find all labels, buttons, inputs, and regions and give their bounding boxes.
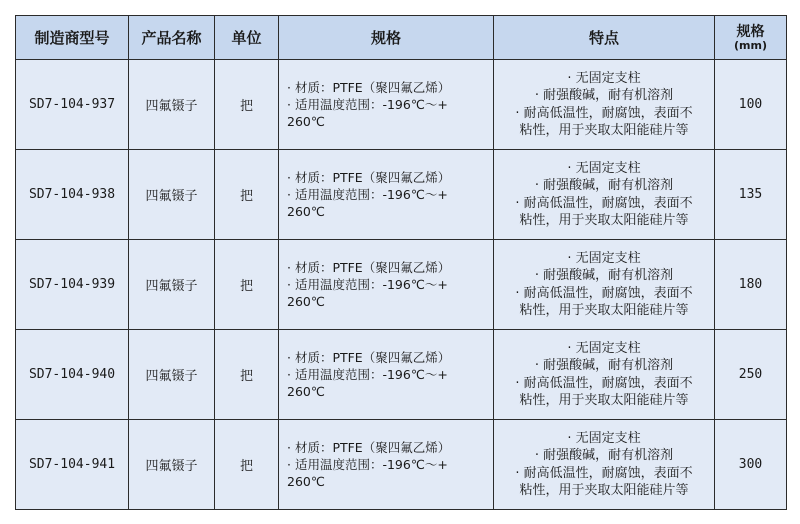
header-features: 特点 <box>494 16 715 60</box>
table-row <box>16 330 787 420</box>
cell-model: SD7-104-937 <box>16 60 129 150</box>
header-spec: 规格 <box>279 16 494 60</box>
table-row <box>16 150 787 240</box>
spec-material: · 材质：PTFE（聚四氟乙烯） <box>287 80 451 95</box>
spec-material: · 材质：PTFE（聚四氟乙烯） <box>287 350 451 365</box>
spec-material: · 材质：PTFE（聚四氟乙烯） <box>287 260 451 275</box>
spec-temperature-cont: 260℃ <box>287 474 325 489</box>
cell-spec <box>279 330 494 420</box>
spec-temperature-cont: 260℃ <box>287 204 325 219</box>
cell-spec <box>279 240 494 330</box>
cell-unit: 把 <box>215 60 279 150</box>
feature-line: 粘性，用于夹取太阳能硅片等 <box>519 393 689 408</box>
cell-size: 135 <box>715 150 787 240</box>
header-model: 制造商型号 <box>16 16 129 60</box>
feature-line: · 耐强酸碱，耐有机溶剂 <box>534 268 674 283</box>
header-size <box>715 16 787 60</box>
cell-model: SD7-104-939 <box>16 240 129 330</box>
feature-line: · 无固定支柱 <box>567 70 641 86</box>
feature-line: · 耐高低温性，耐腐蚀，表面不 <box>515 105 693 121</box>
feature-line: · 耐强酸碱，耐有机溶剂 <box>534 358 674 373</box>
product-table <box>15 15 787 510</box>
cell-features <box>494 60 715 150</box>
feature-line: · 耐强酸碱，耐有机溶剂 <box>534 178 674 193</box>
spec-temperature: · 适用温度范围：-196℃～+ <box>287 97 448 112</box>
spec-temperature: · 适用温度范围：-196℃～+ <box>287 457 448 472</box>
table-row <box>16 60 787 150</box>
feature-line: · 耐高低温性，耐腐蚀，表面不 <box>515 465 693 481</box>
feature-line: 粘性，用于夹取太阳能硅片等 <box>519 123 689 138</box>
feature-line: 粘性，用于夹取太阳能硅片等 <box>519 303 689 318</box>
cell-spec <box>279 150 494 240</box>
cell-product-name: 四氟镊子 <box>129 240 215 330</box>
cell-features <box>494 330 715 420</box>
cell-product-name: 四氟镊子 <box>129 150 215 240</box>
cell-model: SD7-104-941 <box>16 420 129 510</box>
cell-unit: 把 <box>215 240 279 330</box>
spec-temperature-cont: 260℃ <box>287 114 325 129</box>
header-size-unit: (mm) <box>734 38 767 52</box>
feature-line: · 无固定支柱 <box>567 430 641 446</box>
spec-temperature: · 适用温度范围：-196℃～+ <box>287 367 448 382</box>
feature-line: · 耐强酸碱，耐有机溶剂 <box>534 448 674 463</box>
cell-size: 100 <box>715 60 787 150</box>
spec-temperature-cont: 260℃ <box>287 294 325 309</box>
cell-spec <box>279 420 494 510</box>
feature-line: · 耐高低温性，耐腐蚀，表面不 <box>515 285 693 301</box>
cell-product-name: 四氟镊子 <box>129 330 215 420</box>
spec-material: · 材质：PTFE（聚四氟乙烯） <box>287 170 451 185</box>
spec-temperature-cont: 260℃ <box>287 384 325 399</box>
spec-temperature: · 适用温度范围：-196℃～+ <box>287 187 448 202</box>
spec-material: · 材质：PTFE（聚四氟乙烯） <box>287 440 451 455</box>
header-unit: 单位 <box>215 16 279 60</box>
cell-unit: 把 <box>215 150 279 240</box>
cell-model: SD7-104-938 <box>16 150 129 240</box>
feature-line: · 耐高低温性，耐腐蚀，表面不 <box>515 195 693 211</box>
cell-features <box>494 240 715 330</box>
header-product-name: 产品名称 <box>129 16 215 60</box>
table-row <box>16 420 787 510</box>
cell-product-name: 四氟镊子 <box>129 420 215 510</box>
feature-line: · 无固定支柱 <box>567 250 641 266</box>
cell-size: 300 <box>715 420 787 510</box>
cell-model: SD7-104-940 <box>16 330 129 420</box>
cell-features <box>494 420 715 510</box>
cell-size: 180 <box>715 240 787 330</box>
cell-unit: 把 <box>215 330 279 420</box>
feature-line: · 耐高低温性，耐腐蚀，表面不 <box>515 375 693 391</box>
feature-line: · 无固定支柱 <box>567 160 641 176</box>
cell-spec <box>279 60 494 150</box>
header-row <box>16 16 787 60</box>
spec-temperature: · 适用温度范围：-196℃～+ <box>287 277 448 292</box>
feature-line: · 无固定支柱 <box>567 340 641 356</box>
header-size-label: 规格 <box>736 23 765 40</box>
cell-product-name: 四氟镊子 <box>129 60 215 150</box>
cell-unit: 把 <box>215 420 279 510</box>
cell-features <box>494 150 715 240</box>
table-row <box>16 240 787 330</box>
feature-line: 粘性，用于夹取太阳能硅片等 <box>519 213 689 228</box>
cell-size: 250 <box>715 330 787 420</box>
feature-line: 粘性，用于夹取太阳能硅片等 <box>519 483 689 498</box>
feature-line: · 耐强酸碱，耐有机溶剂 <box>534 88 674 103</box>
